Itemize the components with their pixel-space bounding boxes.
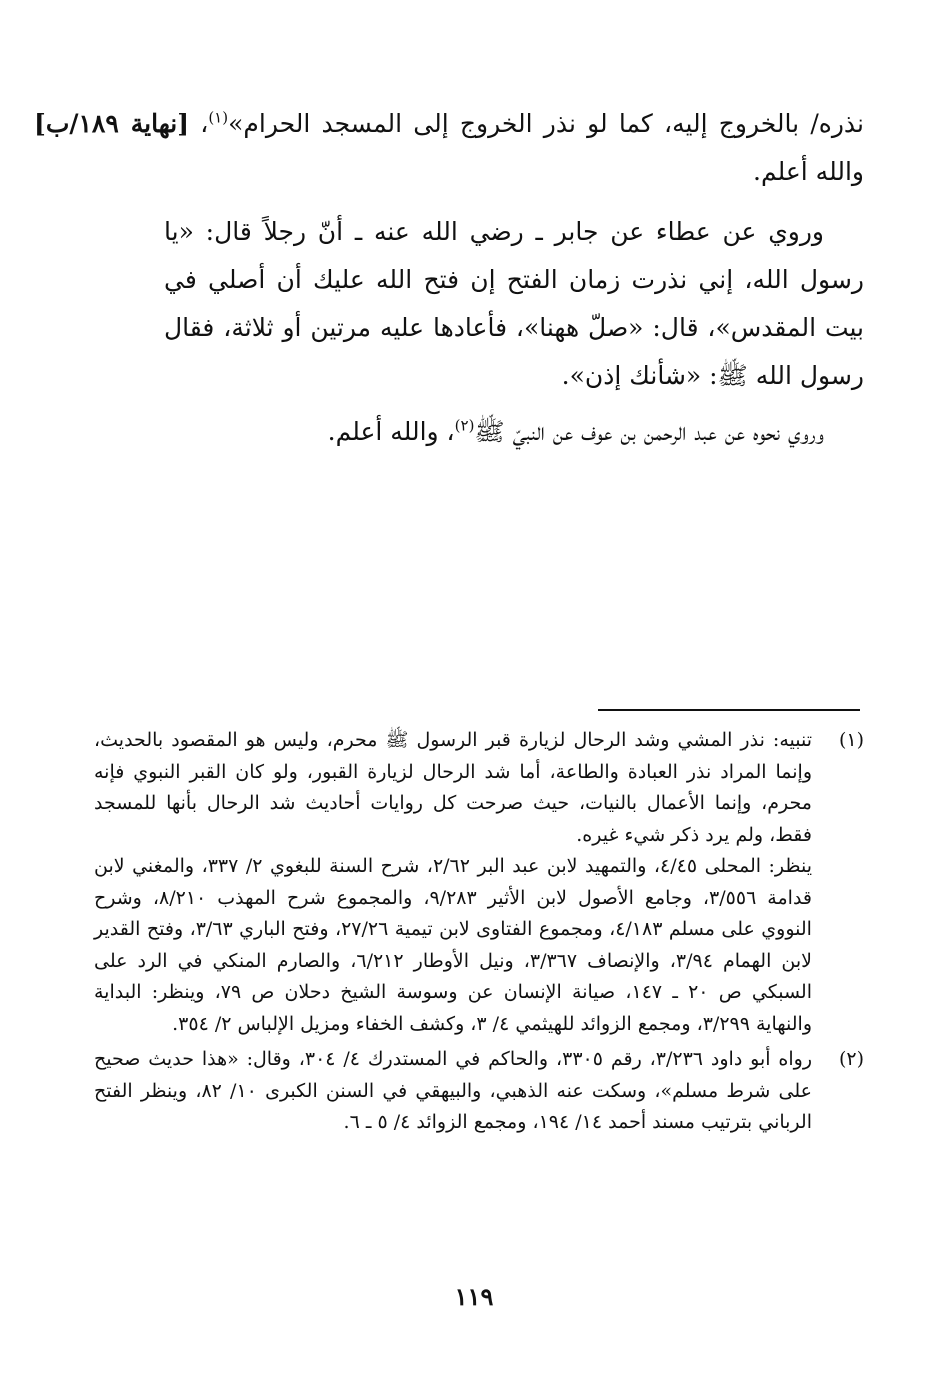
footnote-paragraph: رواه أبو داود ٣/٢٣٦، رقم ٣٣٠٥، والحاكم في المستدرك ٤/ ٣٠٤، وقال: «هذا حديث صحيح على شرط مسلم»، وسكت عنه الذهبي، والبيهقي في السنن الكبرى ١٠/ ٨٢، وينظر الفتح الرباني بترتيب مسند أحمد ١٤/ ١٩٤، ومجمع الزوائد ٤/ ٥ ـ ٦.	[94, 1048, 813, 1133]
paragraph-3	[164, 408, 864, 456]
footnote-paragraph: تنبيه: نذر المشي وشد الرحال لزيارة قبر الرسول ﷺ محرم، وليس هو المقصود بالحديث، وإنما المراد نذر العبادة والطاعة، أما شد الرحال لزيارة القبور، ولو كان القبر النبوي فإنه محرم، وإنما الأعمال بالنيات، حيث صرحت كل روايات أحاديث شد الرحال بأنها للمسجد فقط، ولم يرد ذكر شيء غيره.	[94, 729, 812, 846]
footnote-body	[94, 725, 812, 1040]
main-text	[34, 100, 864, 456]
footnote-ref-2[interactable]: (٢)	[454, 416, 475, 435]
footnote-body	[94, 1044, 812, 1139]
footnote-1	[94, 725, 864, 1040]
paragraph-3-block	[164, 408, 864, 456]
paragraph-1-end: والله أعلم.	[753, 157, 864, 186]
paragraph-1-separator: ،	[189, 109, 209, 138]
paragraph-3-text: وروي نحوه عن عبد الرحمن بن عوف عن النبيّ ﷺ	[474, 417, 824, 446]
footnote-ref-1[interactable]: (١)	[208, 108, 229, 127]
paragraph-1-text: نذره/ بالخروج إليه، كما لو نذر الخروج إلى المسجد الحرام»	[228, 109, 864, 138]
footnote-number: (٢)	[838, 1048, 864, 1070]
footnotes	[94, 725, 864, 1143]
paragraph-3-end: ، والله أعلم.	[327, 417, 455, 446]
paragraph-1	[34, 100, 864, 196]
footnote-separator-rule	[598, 709, 860, 711]
paragraph-2-block	[164, 208, 864, 400]
paragraph-2: وروي عن عطاء عن جابر ـ رضي الله عنه ـ أنّ رجلاً قال: «يا رسول الله، إني نذرت زمان الفتح إن فتح الله عليك أن أصلي في بيت المقدس»، قال: «صلّ ههنا»، فأعادها عليه مرتين أو ثلاثة، فقال رسول الله ﷺ: «شأنك إذن».	[164, 217, 864, 390]
page-number: ١١٩	[454, 1282, 494, 1311]
folio-end-marker: [نهاية ١٨٩/ب]	[34, 109, 190, 138]
footnote-2	[94, 1044, 864, 1139]
footnote-number: (١)	[838, 729, 864, 751]
footnote-paragraph: ينظر: المحلى ٤/٤٥، والتمهيد لابن عبد البر ٢/٦٢، شرح السنة للبغوي ٢/ ٣٣٧، والمغني لابن قدامة ٣/٥٥٦، وجامع الأصول لابن الأثير ٩/٢٨٣، والمجموع شرح المهذب ٨/٢١٠، وشرح النووي على مسلم ٤/١٨٣، ومجموع الفتاوى لابن تيمية ٢٧/٢٦، وفتح الباري ٣/٦٣، وفتح القدير لابن الهمام ٣/٩٤، والإنصاف ٣/٣٦٧، ونيل الأوطار ٦/٢١٢، والصارم المنكي في الرد على السبكي ص ٢٠ ـ ١٤٧، صيانة الإنسان عن وسوسة الشيخ دحلان ص ٧٩، وينظر: البداية والنهاية ٣/٢٩٩، ومجمع الزوائد للهيثمي ٤/ ٣، وكشف الخفاء ومزيل الإلباس ٢/ ٣٥٤.	[94, 855, 813, 1035]
